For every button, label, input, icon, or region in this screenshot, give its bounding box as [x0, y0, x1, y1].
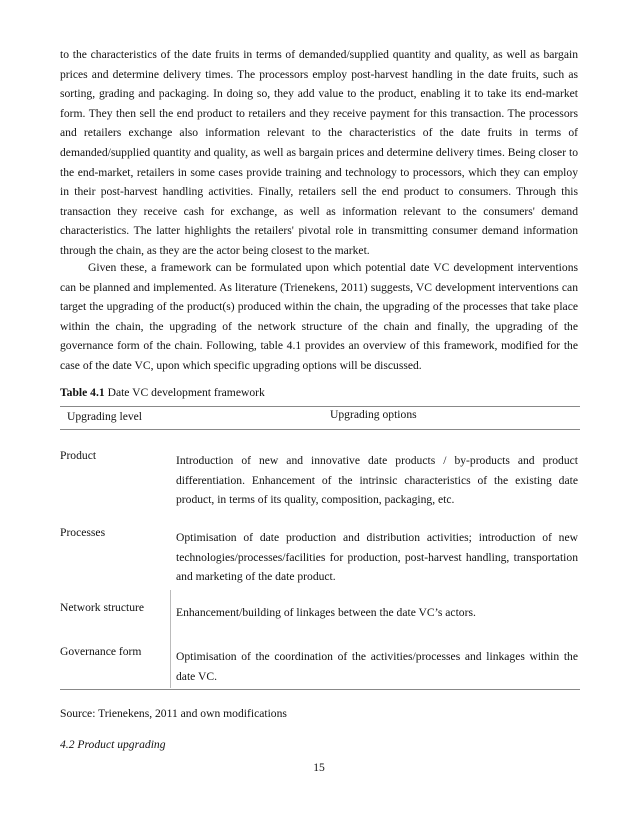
table-row-level: Governance form [60, 645, 142, 658]
table-row-options: Optimisation of date production and distribution activities; introduction of new technologies/processes/facilities for production, post-harvest handling, transportation and marketing of the date product. [176, 531, 578, 583]
table-header-options: Upgrading options [330, 408, 417, 421]
table-source-note: Source: Trienekens, 2011 and own modifications [60, 707, 287, 720]
table-header-rule [60, 429, 580, 430]
table-caption [60, 386, 265, 399]
table-row-options: Enhancement/building of linkages between the date VC’s actors. [176, 606, 476, 619]
table-row-level: Product [60, 449, 97, 462]
table-row-level: Processes [60, 526, 106, 539]
table-caption-text: Date VC development framework [104, 386, 265, 399]
table-header-level: Upgrading level [67, 410, 143, 423]
body-paragraph-2: Given these, a framework can be formulated upon which potential date VC development interventions can be planned and implemented. As literature (Trienekens, 2011) suggests, VC development interventions can target the upgrading of the product(s) produced within the chain, the upgrading of the processes that take place within the chain, the upgrading of the network structure of the chain and finally, the upgrading of the governance form of the chain. Following, table 4.1 provides an overview of this framework, modified for the case of the date VC, upon which specific upgrading options will be discussed. [60, 261, 578, 372]
table-row-options: Introduction of new and innovative date products / by-products and product differentiation. Enhancement of the intrinsic characteristics of the existing date product, in terms of its quality, composition, packaging, etc. [176, 454, 578, 506]
table-top-rule [60, 406, 580, 407]
table-row-options: Optimisation of the coordination of the activities/processes and linkages within the date VC. [176, 650, 578, 683]
table-caption-label: Table 4.1 [60, 386, 105, 399]
body-paragraph-1: to the characteristics of the date fruits in terms of demanded/supplied quantity and quality, as well as bargain prices and determine delivery times. The processors employ post-harvest handling in the date fruits, such as sorting, grading and packaging. In doing so, they add value to the product, enabling it to take its end-market form. They then sell the end product to retailers and they receive payment for this transaction. The processors and retailers exchange also information relevant to the characteristics of the date fruits in terms of demanded/supplied quantity and quality, as well as bargain prices and determine delivery times. Being closer to the end-market, retailers in some cases provide training and technology to processors, which they can employ in their post-harvest handling activities. Finally, retailers sell the end product to consumers. Through this transaction they receive cash for exchange, as well as information relevant to the consumers' demand characteristics. The latter highlights the retailers' pivotal role in transmitting consumer demand information through the chain, as they are the actor being closest to the market. [60, 48, 578, 257]
section-heading: 4.2 Product upgrading [60, 738, 166, 751]
table-bottom-rule [60, 689, 580, 690]
page-number: 15 [313, 761, 325, 774]
table-row-level: Network structure [60, 601, 145, 614]
table-column-divider [170, 590, 171, 688]
